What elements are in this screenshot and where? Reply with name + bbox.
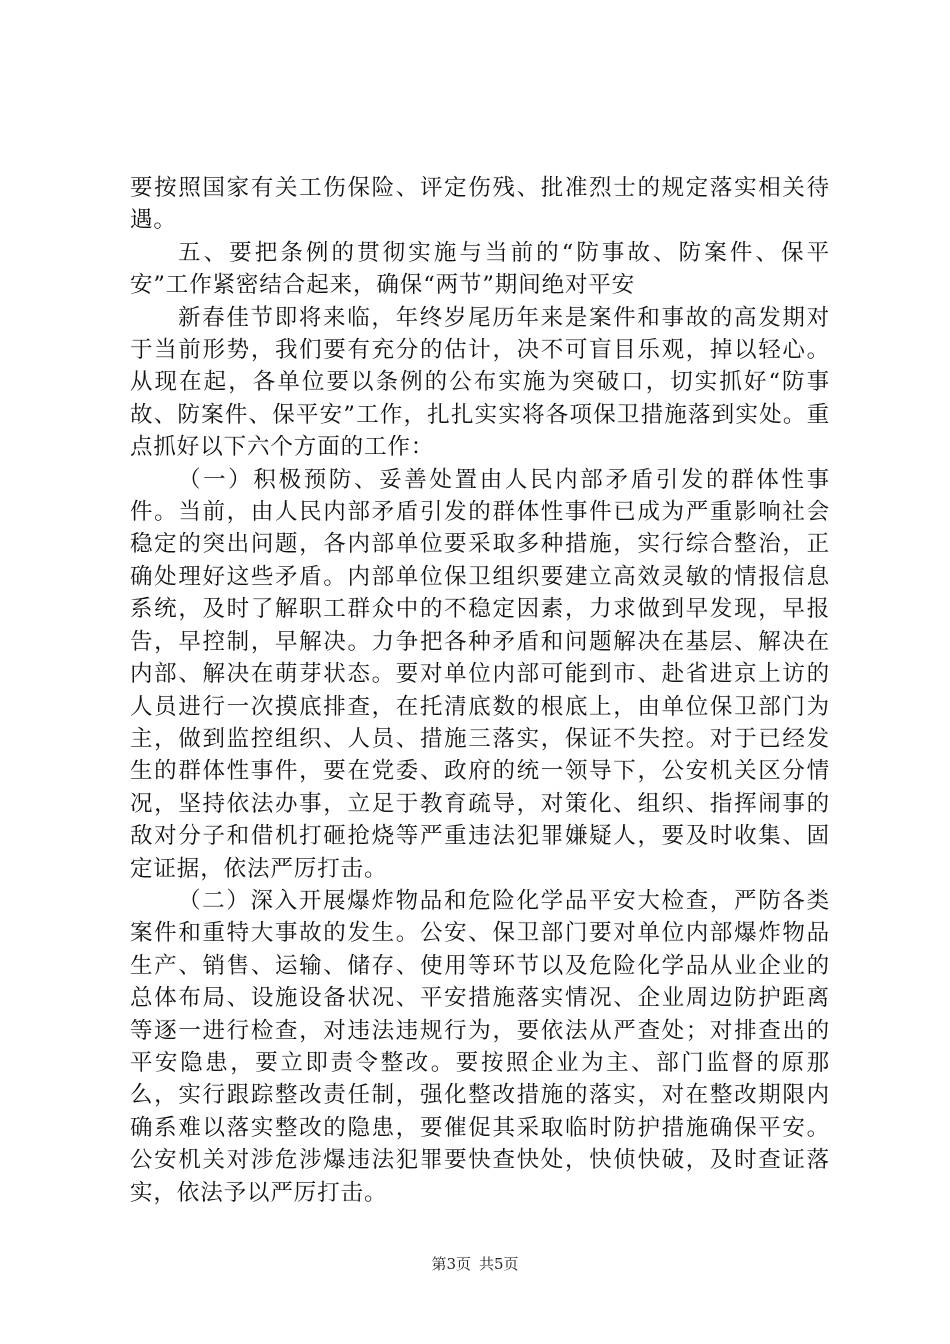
section-heading-five: 五、要把条例的贯彻实施与当前的“防事故、防案件、保平安”工作紧密结合起来，确保“两节”期间绝对平安 — [130, 239, 830, 299]
document-body — [130, 172, 830, 1209]
paragraph-intro: 新春佳节即将来临，年终岁尾历年来是案件和事故的高发期对于当前形势，我们要有充分的估计，决不可盲目乐观，掉以轻心。从现在起，各单位要以条例的公布实施为突破口，切实抓好“防事故、防案件、保平安”工作，扎扎实实将各项保卫措施落到实处。重点抓好以下六个方面的工作： — [130, 304, 830, 461]
page-number-total: 共5页 — [479, 1255, 519, 1273]
paragraph-continuation: 要按照国家有关工伤保险、评定伤残、批准烈士的规定落实相关待遇。 — [130, 175, 830, 234]
page-footer — [0, 1254, 950, 1274]
paragraph-item-one: （一）积极预防、妥善处置由人民内部矛盾引发的群体性事件。当前，由人民内部矛盾引发的群体性事件已成为严重影响社会稳定的突出问题，各内部单位要采取多种措施，实行综合整治，正确处理好这些矛盾。内部单位保卫组织要建立高效灵敏的情报信息系统，及时了解职工群众中的不稳定因素，力求做到早发现，早报告，早控制，早解决。力争把各种矛盾和问题解决在基层、解决在内部、解决在萌芽状态。要对单位内部可能到市、赴省进京上访的人员进行一次摸底排查，在托清底数的根底上，由单位保卫部门为主，做到监控组织、人员、措施三落实，保证不失控。对于已经发生的群体性事件，要在党委、政府的统一领导下，公安机关区分情况，坚持依法办事，立足于教育疏导，对策化、组织、指挥闹事的敌对分子和借机打砸抢烧等严重违法犯罪嫌疑人，要及时收集、固定证据，依法严厉打击。 — [130, 466, 830, 882]
paragraph-item-two: （二）深入开展爆炸物品和危险化学品平安大检查，严防各类案件和重特大事故的发生。公安、保卫部门要对单位内部爆炸物品生产、销售、运输、储存、使用等环节以及危险化学品从业企业的总体布局、设施设备状况、平安措施落实情况、企业周边防护距离等逐一进行检查，对违法违规行为，要依法从严查处；对排查出的平安隐患，要立即责令整改。要按照企业为主、部门监督的原那么，实行跟踪整改责任制，强化整改措施的落实，对在整改期限内确系难以落实整改的隐患，要催促其采取临时防护措施确保平安。公安机关对涉危涉爆违法犯罪要快查快处，快侦快破，及时查证落实，依法予以严厉打击。 — [130, 887, 830, 1206]
page-number-current: 第3页 — [431, 1255, 471, 1273]
